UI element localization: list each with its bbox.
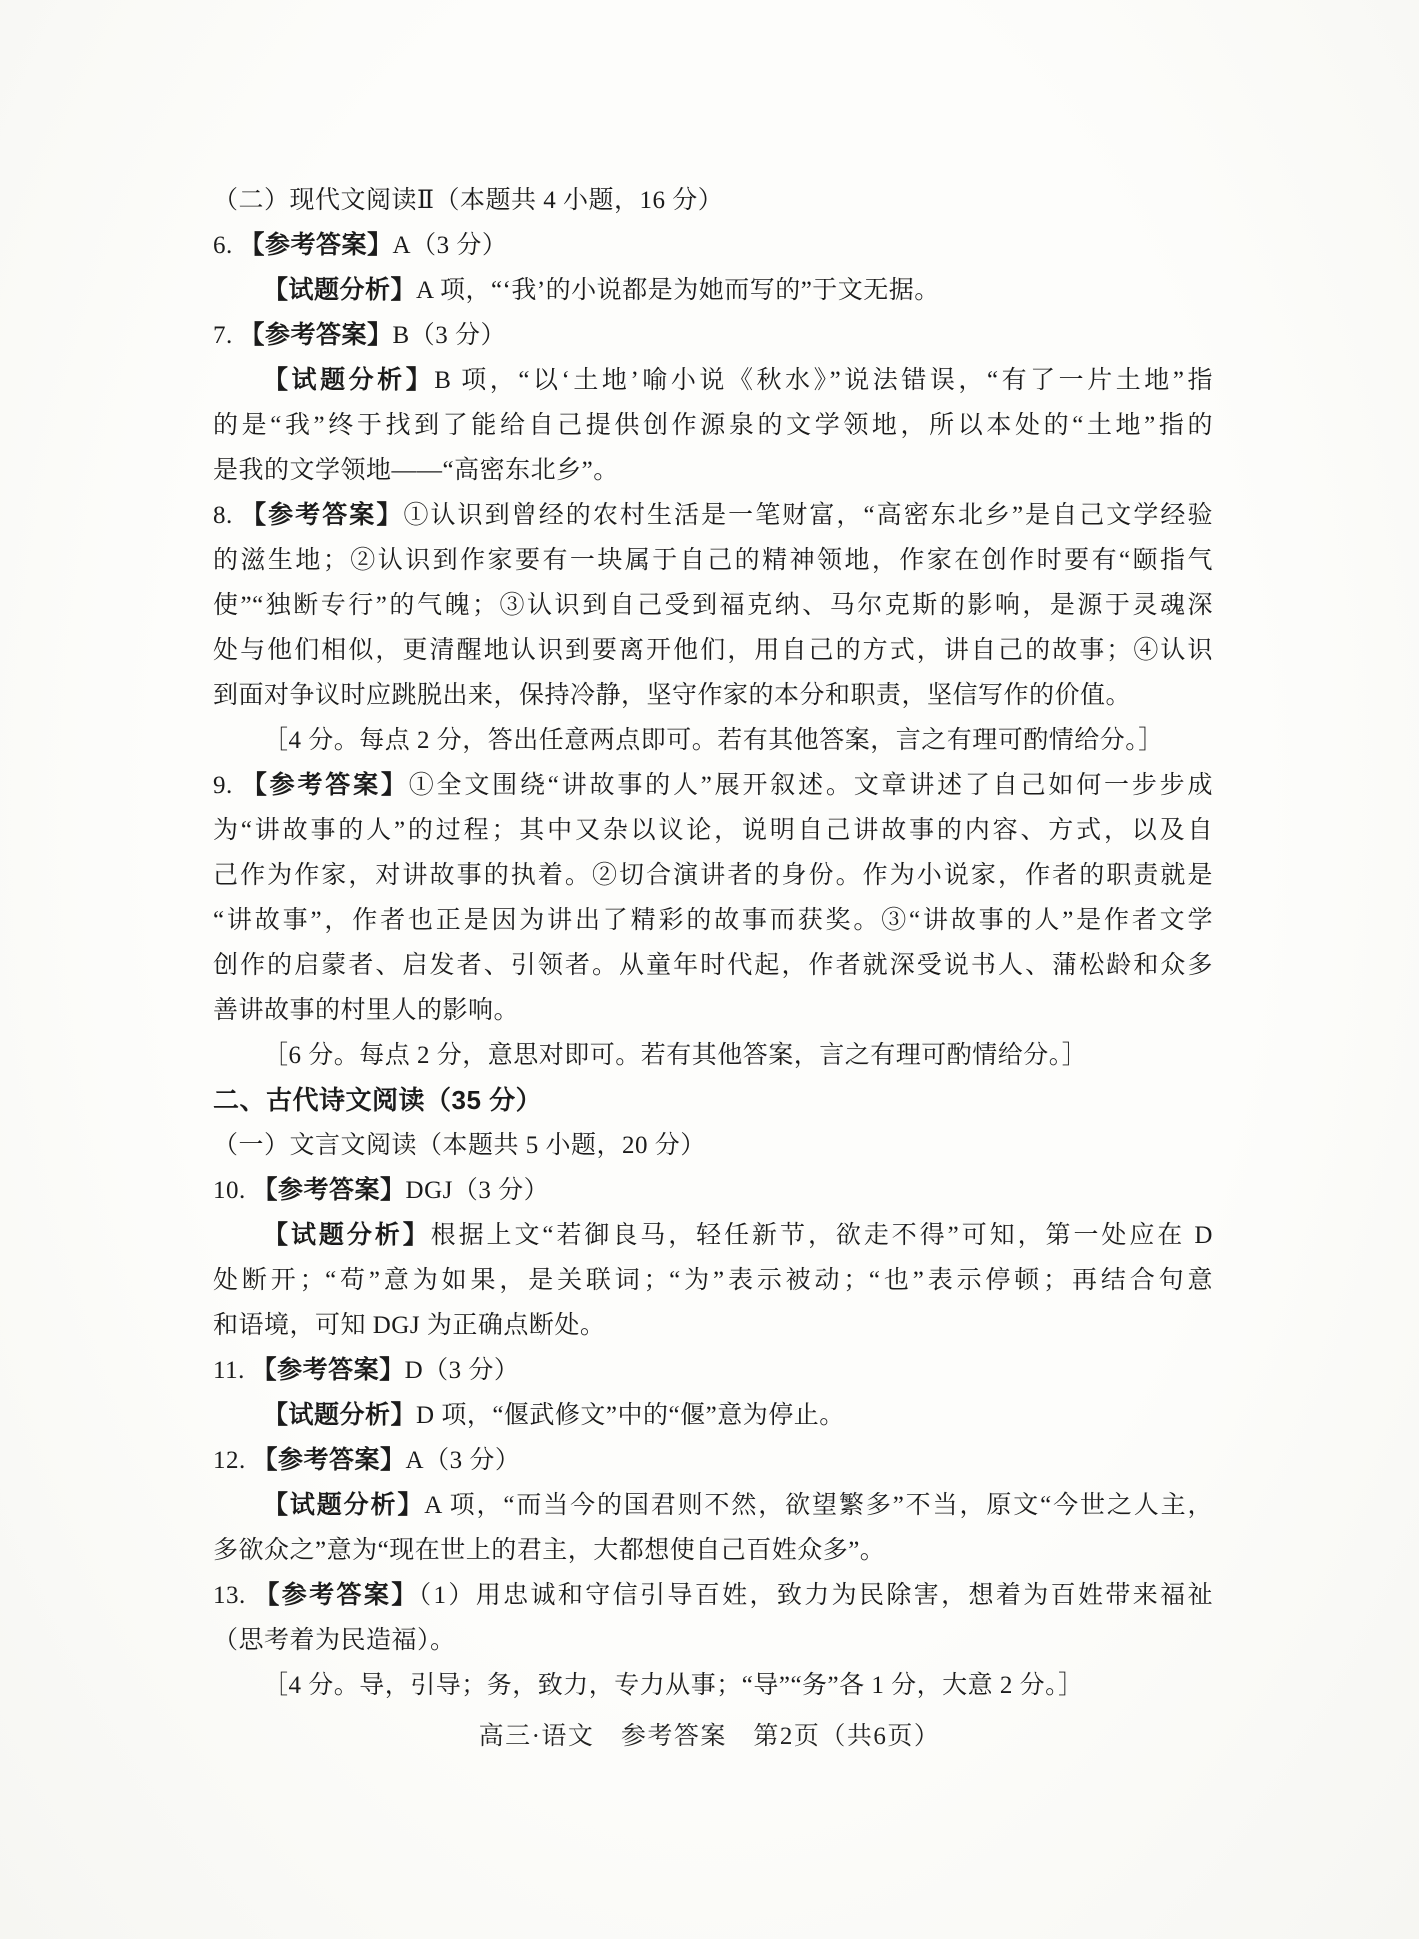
subsection-heading xyxy=(213,178,1213,223)
text-segment: （二）现代文阅读Ⅱ（本题共 4 小题，16 分） xyxy=(213,187,724,214)
text-segment: 创作的启蒙者、启发者、引领者。从童年时代起，作者就深受说书人、蒲松龄和众多 xyxy=(213,952,1213,979)
analysis-line xyxy=(213,1393,1213,1438)
answer-line xyxy=(213,1348,1213,1393)
continuation-line xyxy=(213,583,1213,628)
text-segment: 的是“我”终于找到了能给自己提供创作源泉的文学领地，所以本处的“土地”指的 xyxy=(213,412,1213,439)
text-segment: 处断开；“苟”意为如果，是关联词；“为”表示被动；“也”表示停顿；再结合句意 xyxy=(213,1267,1213,1294)
text-segment: 9. xyxy=(213,772,242,799)
continuation-line xyxy=(213,1528,1213,1573)
analysis-line xyxy=(213,1483,1213,1528)
text-segment: 使”“独断专行”的气魄；③认识到自己受到福克纳、马尔克斯的影响，是源于灵魂深 xyxy=(213,592,1213,619)
text-segment: 为“讲故事的人”的过程；其中又杂以议论，说明自己讲故事的内容、方式，以及自 xyxy=(213,817,1213,844)
text-segment: B 项，“以‘土地’喻小说《秋水》”说法错误，“有了一片土地”指 xyxy=(434,367,1213,394)
text-segment: （思考着为民造福）。 xyxy=(213,1627,456,1654)
answer-line xyxy=(213,313,1213,358)
continuation-line xyxy=(213,808,1213,853)
continuation-line xyxy=(213,628,1213,673)
continuation-line xyxy=(213,853,1213,898)
bold-label: 【参考答案】 xyxy=(241,771,409,799)
text-segment: （1）用忠诚和守信引导百姓，致力为民除害，想着为百姓带来福祉 xyxy=(418,1582,1213,1609)
answer-line xyxy=(213,1438,1213,1483)
continuation-line xyxy=(213,538,1213,583)
text-segment: A（3 分） xyxy=(405,1447,521,1474)
text-segment: 的滋生地；②认识到作家要有一块属于自己的精神领地，作家在创作时要有“颐指气 xyxy=(213,547,1213,574)
text-segment: 12. xyxy=(213,1447,253,1474)
text-segment: B（3 分） xyxy=(392,322,506,349)
bold-label: 二、古代诗文阅读（35 分） xyxy=(213,1085,543,1115)
answer-line xyxy=(213,1573,1213,1618)
analysis-line xyxy=(213,1213,1213,1258)
bold-label: 【试题分析】 xyxy=(263,366,435,394)
text-segment: 多欲众之”意为“现在世上的君主，大都想使自己百姓众多”。 xyxy=(213,1537,886,1564)
bold-label: 【参考答案】 xyxy=(239,231,393,259)
text-segment: 己作为作家，对讲故事的执着。②切合演讲者的身份。作为小说家，作者的职责就是 xyxy=(213,862,1213,889)
answer-line xyxy=(213,223,1213,268)
continuation-line xyxy=(213,673,1213,718)
bold-label: 【试题分析】 xyxy=(263,1221,431,1249)
answer-line xyxy=(213,493,1213,538)
text-segment: ［4 分。每点 2 分，答出任意两点即可。若有其他答案，言之有理可酌情给分。］ xyxy=(263,727,1164,754)
scoring-note-line xyxy=(213,1663,1213,1708)
text-segment: 6. xyxy=(213,232,240,259)
text-segment: “讲故事”，作者也正是因为讲出了精彩的故事而获奖。③“讲故事的人”是作者文学 xyxy=(213,907,1213,934)
continuation-line xyxy=(213,988,1213,1033)
text-segment: 10. xyxy=(213,1177,253,1204)
answer-line xyxy=(213,763,1213,808)
text-segment: 13. xyxy=(213,1582,255,1609)
text-segment: 是我的文学领地——“高密东北乡”。 xyxy=(213,457,619,484)
bold-label: 【参考答案】 xyxy=(241,501,404,529)
bold-label: 【参考答案】 xyxy=(251,1356,405,1384)
answer-key-body xyxy=(213,178,1213,1708)
continuation-line xyxy=(213,1303,1213,1348)
text-segment: 到面对争议时应跳脱出来，保持冷静，坚守作家的本分和职责，坚信写作的价值。 xyxy=(213,682,1132,709)
analysis-line xyxy=(213,358,1213,403)
bold-label: 【试题分析】 xyxy=(263,1491,425,1519)
bold-label: 【参考答案】 xyxy=(252,1446,406,1474)
text-segment: 善讲故事的村里人的影响。 xyxy=(213,997,520,1024)
continuation-line xyxy=(213,448,1213,493)
continuation-line xyxy=(213,1258,1213,1303)
analysis-line xyxy=(213,268,1213,313)
text-segment: D 项，“偃武修文”中的“偃”意为停止。 xyxy=(416,1402,845,1429)
text-segment: 和语境，可知 DGJ 为正确点断处。 xyxy=(213,1312,606,1339)
scoring-note-line xyxy=(213,1033,1213,1078)
scoring-note-line xyxy=(213,718,1213,763)
bold-label: 【试题分析】 xyxy=(263,276,417,304)
text-segment: A 项，“而当今的国君则不然，欲望繁多”不当，原文“今世之人主， xyxy=(424,1492,1213,1519)
text-segment: ①认识到曾经的农村生活是一笔财富，“高密东北乡”是自己文学经验 xyxy=(403,502,1213,529)
bold-label: 【参考答案】 xyxy=(239,321,393,349)
continuation-line xyxy=(213,1618,1213,1663)
text-segment: A 项，“‘我’的小说都是为她而写的”于文无据。 xyxy=(416,277,940,304)
continuation-line xyxy=(213,943,1213,988)
text-segment: ［4 分。导，引导；务，致力，专力从事；“导”“务”各 1 分，大意 2 分。］ xyxy=(263,1672,1084,1699)
answer-line xyxy=(213,1168,1213,1213)
text-segment: （一）文言文阅读（本题共 5 小题，20 分） xyxy=(213,1132,706,1159)
text-segment: 8. xyxy=(213,502,242,529)
bold-label: 【参考答案】 xyxy=(254,1581,419,1609)
continuation-line xyxy=(213,898,1213,943)
text-segment: 7. xyxy=(213,322,240,349)
text-segment: D（3 分） xyxy=(404,1357,520,1384)
section-heading xyxy=(213,1078,1213,1123)
text-segment: A（3 分） xyxy=(392,232,508,259)
text-segment: 根据上文“若御良马，轻任新节，欲走不得”可知，第一处应在 D xyxy=(430,1222,1213,1249)
bold-label: 【试题分析】 xyxy=(263,1401,417,1429)
text-segment: ①全文围绕“讲故事的人”展开叙述。文章讲述了自己如何一步步成 xyxy=(408,772,1214,799)
bold-label: 【参考答案】 xyxy=(252,1176,406,1204)
continuation-line xyxy=(213,403,1213,448)
page-footer: 高三·语文 参考答案 第2页（共6页） xyxy=(478,1723,941,1750)
text-segment: 11. xyxy=(213,1357,252,1384)
subsection-heading xyxy=(213,1123,1213,1168)
text-segment: DGJ（3 分） xyxy=(405,1177,550,1204)
text-segment: 处与他们相似，更清醒地认识到要离开他们，用自己的方式，讲自己的故事；④认识 xyxy=(213,637,1213,664)
text-segment: ［6 分。每点 2 分，意思对即可。若有其他答案，言之有理可酌情给分。］ xyxy=(263,1042,1088,1069)
